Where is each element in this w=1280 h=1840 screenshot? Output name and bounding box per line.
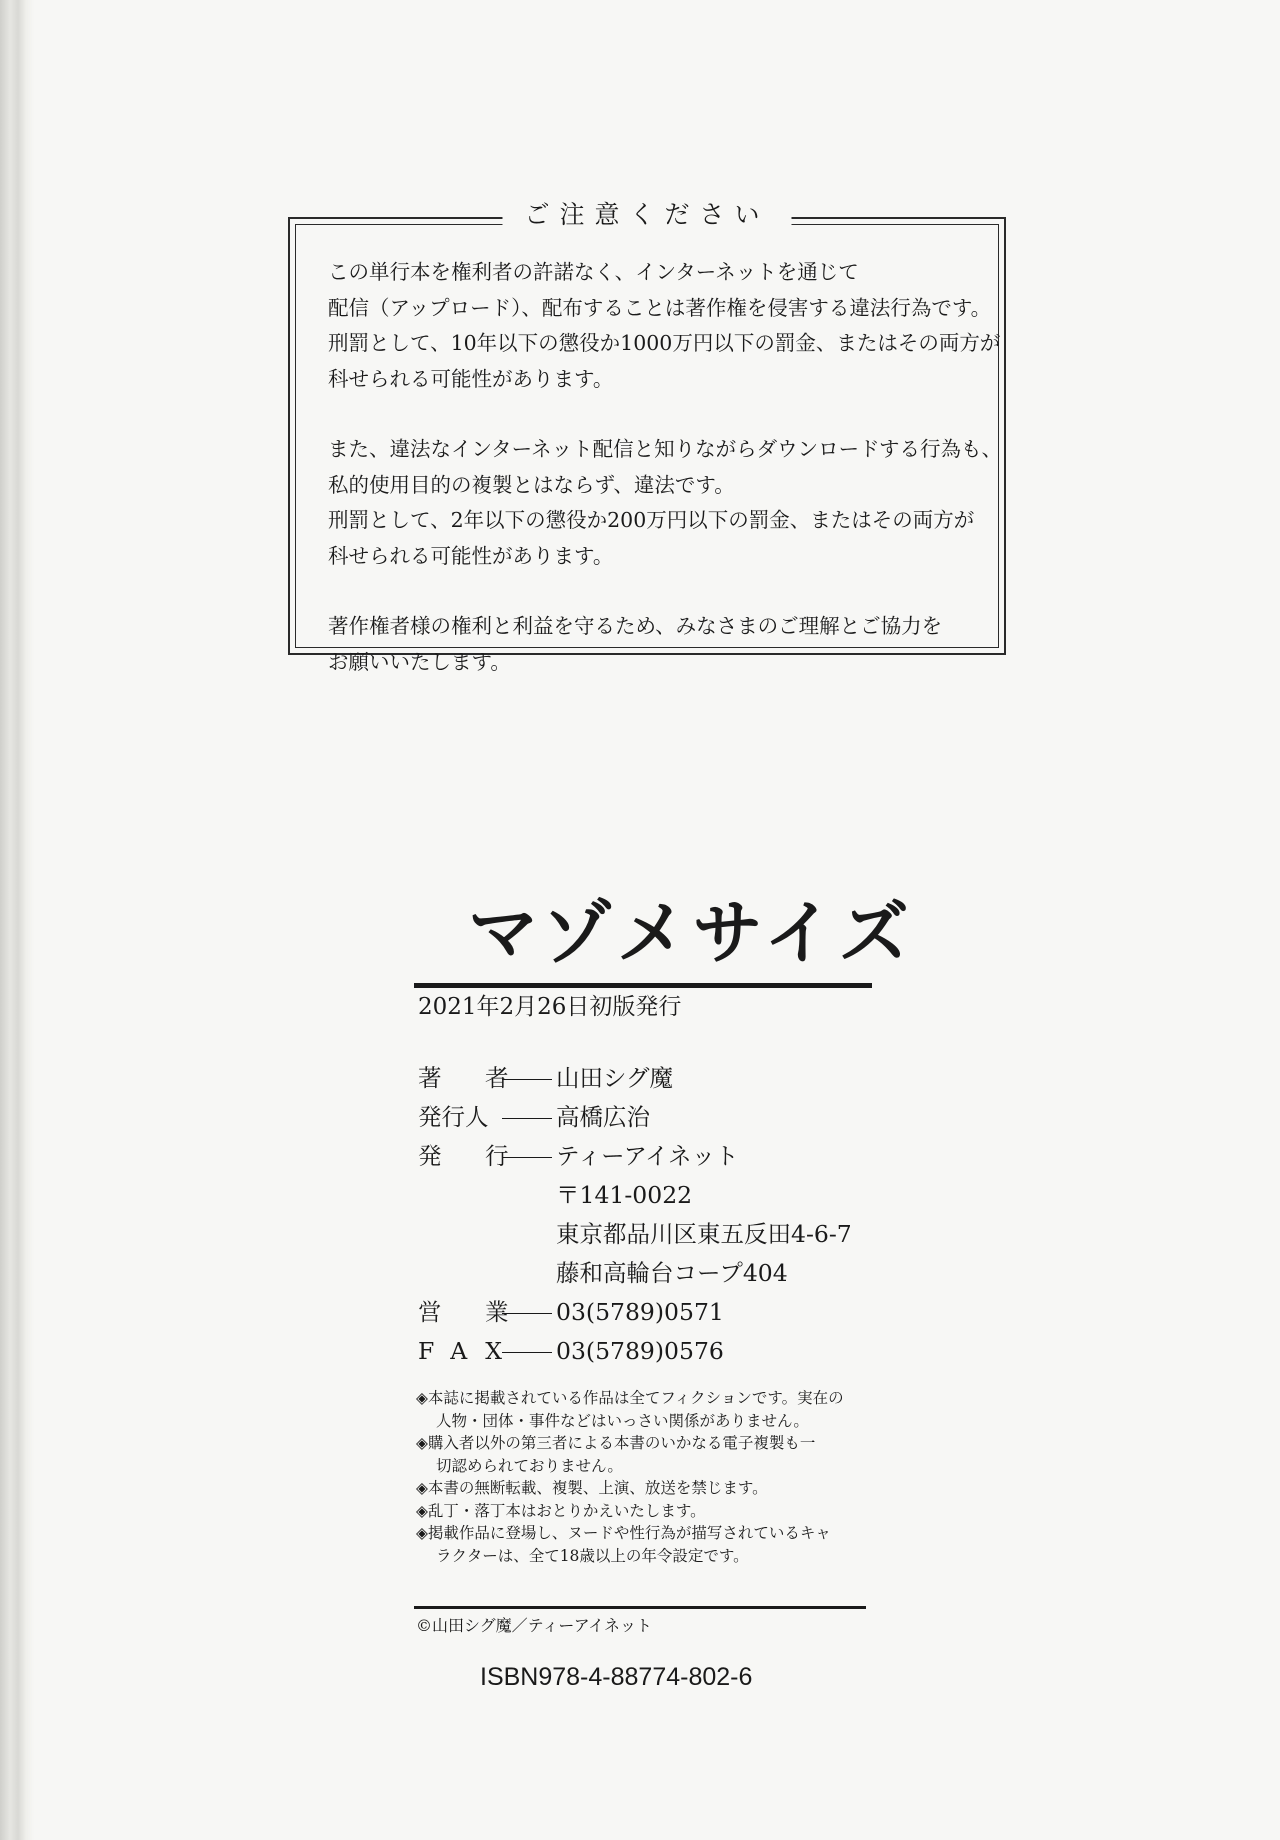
title-rule [414,983,872,988]
notice-line: 科せられる可能性があります。 [328,366,614,391]
note-line: 人物・団体・事件などはいっさい関係がありません。 [436,1411,809,1430]
credits-block [418,1059,852,1371]
credit-label: 発行人 [418,1103,489,1131]
credit-label: 発 行 [418,1142,527,1170]
notice-line: お願いいたします。 [328,649,511,674]
notice-line: 科せられる可能性があります。 [328,543,614,568]
credit-author [418,1059,852,1098]
notice-paragraph [328,609,988,680]
contact-label: 営 業 [418,1298,527,1326]
note-line: ◈本誌に掲載されている作品は全てフィクションです。実在の [416,1389,844,1407]
book-title: マゾメサイズ [468,891,915,974]
contact-value: 03(5789)0571 [556,1298,724,1326]
legal-notes [416,1387,844,1567]
contact-fax [418,1332,852,1371]
contact-sales [418,1293,852,1332]
credit-label: 著 者 [418,1064,527,1092]
publication-date: 2021年2月26日初版発行 [418,994,682,1020]
address-line-1: 東京都品川区東五反田4-6-7 [556,1220,852,1248]
notice-line: 刑罰として、2年以下の懲役か200万円以下の罰金、またはその両方が [328,508,975,532]
page-edge-shadow [0,0,34,1840]
notice-title: ご注意ください [502,200,791,230]
credit-publisher-person [418,1098,852,1137]
isbn: ISBN978-4-88774-802-6 [480,1663,753,1691]
dash-divider [502,1079,552,1080]
copyright-line: ©山田シグ魔／ティーアイネット [416,1616,653,1635]
notice-body [328,255,1003,680]
notice-line: 著作権者様の権利と利益を守るため、みなさまのご理解とご協力を [328,614,943,638]
credit-value: ティーアイネット [556,1142,739,1170]
copyright-notice-box [288,200,1006,674]
dash-divider [502,1118,552,1119]
address-line-2: 藤和高輪台コープ404 [556,1259,788,1287]
notice-line: また、違法なインターネット配信と知りながらダウンロードする行為も、 [328,437,1003,461]
credit-value: 山田シグ魔 [556,1064,674,1092]
contact-label: FAX [418,1337,520,1365]
dash-divider [502,1313,552,1314]
notice-paragraph [328,432,1003,574]
note-line: 切認められておりません。 [436,1456,623,1475]
notice-line: この単行本を権利者の許諾なく、インターネットを通じて [328,260,859,284]
note-line: ◈掲載作品に登場し、ヌードや性行為が描写されているキャ [416,1524,831,1542]
notice-line: 私的使用目的の複製とはならず、違法です。 [328,472,735,497]
notice-paragraph [328,255,1001,397]
note-line: ◈本書の無断転載、複製、上演、放送を禁じます。 [416,1479,768,1497]
notice-line: 配信（アップロード）、配布することは著作権を侵害する違法行為です。 [328,295,992,320]
dash-divider [502,1157,552,1158]
note-line: ◈購入者以外の第三者による本書のいかなる電子複製も一 [416,1434,816,1452]
credit-value: 高橋広治 [556,1103,650,1131]
note-line: ◈乱丁・落丁本はおとりかえいたします。 [416,1501,706,1520]
note-line: ラクターは、全て18歳以上の年令設定です。 [436,1546,749,1565]
dash-divider [502,1352,552,1353]
notice-line: 刑罰として、10年以下の懲役か1000万円以下の罰金、またはその両方が [328,331,1001,355]
bottom-rule [414,1606,866,1609]
contact-value: 03(5789)0576 [556,1337,724,1365]
address-postal: 〒141-0022 [556,1181,693,1209]
credit-publisher [418,1137,852,1176]
